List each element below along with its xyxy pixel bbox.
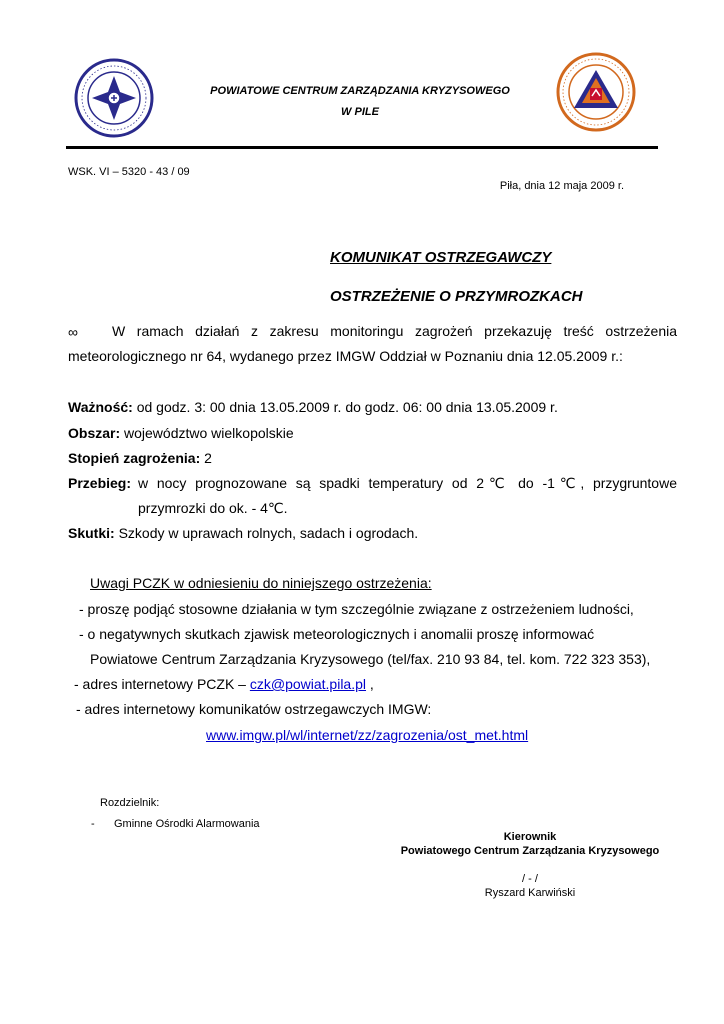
area-label: Obszar: <box>68 425 121 441</box>
pczk-address-suffix: , <box>366 676 374 692</box>
place-date: Piła, dnia 12 maja 2009 r. <box>499 180 624 192</box>
field-validity <box>68 400 558 414</box>
field-area <box>68 426 294 440</box>
remarks-item-1: - proszę podjąć stosowne działania w tym szczególnie związane z ostrzeżeniem ludności, <box>79 601 634 617</box>
starostwo-emblem-icon <box>556 52 636 132</box>
effects-value: Szkody w uprawach rolnych, sadach i ogrodach. <box>114 525 419 541</box>
heading-ostrzezenie: OSTRZEŻENIE O PRZYMROZKACH <box>330 288 583 305</box>
area-value: województwo wielkopolskie <box>120 425 294 441</box>
signature-role: Kierownik <box>503 831 557 843</box>
distribution-dash: - <box>91 818 95 830</box>
header-divider <box>66 146 658 149</box>
document-reference: WSK. VI – 5320 - 43 / 09 <box>68 166 190 178</box>
signature-mark: / - / <box>522 873 538 885</box>
course-value-line-1: w nocy prognozowane są spadki temperatury od 2℃ do -1℃, przygruntowe <box>138 475 677 491</box>
signature-org: Powiatowego Centrum Zarządzania Kryzysowego <box>400 845 660 857</box>
imgw-url-link[interactable]: www.imgw.pl/wl/internet/zz/zagrozenia/ost_met.html <box>206 727 529 743</box>
pczk-logo <box>74 58 154 138</box>
distribution-item-1: Gminne Ośrodki Alarmowania <box>114 818 260 830</box>
course-value-line-2: przymrozki do ok. - 4℃. <box>138 500 288 516</box>
level-value: 2 <box>200 450 212 466</box>
intro-line-1: W ramach działań z zakresu monitoringu zagrożeń przekazuję treść ostrzeżenia <box>112 323 677 339</box>
distribution-title: Rozdzielnik: <box>100 797 160 809</box>
pczk-address-label: - adres internetowy PCZK – <box>74 676 250 692</box>
remarks-item-2-line-1: - o negatywnych skutkach zjawisk meteorologicznych i anomalii proszę informować <box>79 626 595 642</box>
remarks-item-3 <box>74 677 374 691</box>
validity-label: Ważność: <box>68 399 133 415</box>
pczk-emblem-icon <box>74 58 154 138</box>
pczk-email-link[interactable]: czk@powiat.pila.pl <box>249 676 367 692</box>
bullet-icon: ∞ <box>68 324 78 340</box>
level-label: Stopień zagrożenia: <box>68 450 201 466</box>
validity-value: od godz. 3: 00 dnia 13.05.2009 r. do godz. 06: 00 dnia 13.05.2009 r. <box>132 399 558 415</box>
field-effects <box>68 526 418 540</box>
intro-line-2: meteorologicznego nr 64, wydanego przez IMGW Oddział w Poznaniu dnia 12.05.2009 r.: <box>68 348 623 364</box>
header-title-line2: W PILE <box>341 106 379 118</box>
field-level <box>68 451 212 465</box>
remarks-item-2-line-2: Powiatowe Centrum Zarządzania Kryzysowego (tel/fax. 210 93 84, tel. kom. 722 323 353), <box>90 651 651 667</box>
heading-komunikat: KOMUNIKAT OSTRZEGAWCZY <box>330 249 552 266</box>
remarks-item-4: - adres internetowy komunikatów ostrzegawczych IMGW: <box>76 701 432 717</box>
signature-name: Ryszard Karwiński <box>484 887 576 899</box>
remarks-title: Uwagi PCZK w odniesieniu do niniejszego ostrzeżenia: <box>90 575 432 591</box>
starostwo-logo <box>556 52 636 132</box>
effects-label: Skutki: <box>68 525 115 541</box>
header-title-line1: POWIATOWE CENTRUM ZARZĄDZANIA KRYZYSOWEGO <box>210 85 510 97</box>
course-label: Przebieg: <box>68 475 132 491</box>
